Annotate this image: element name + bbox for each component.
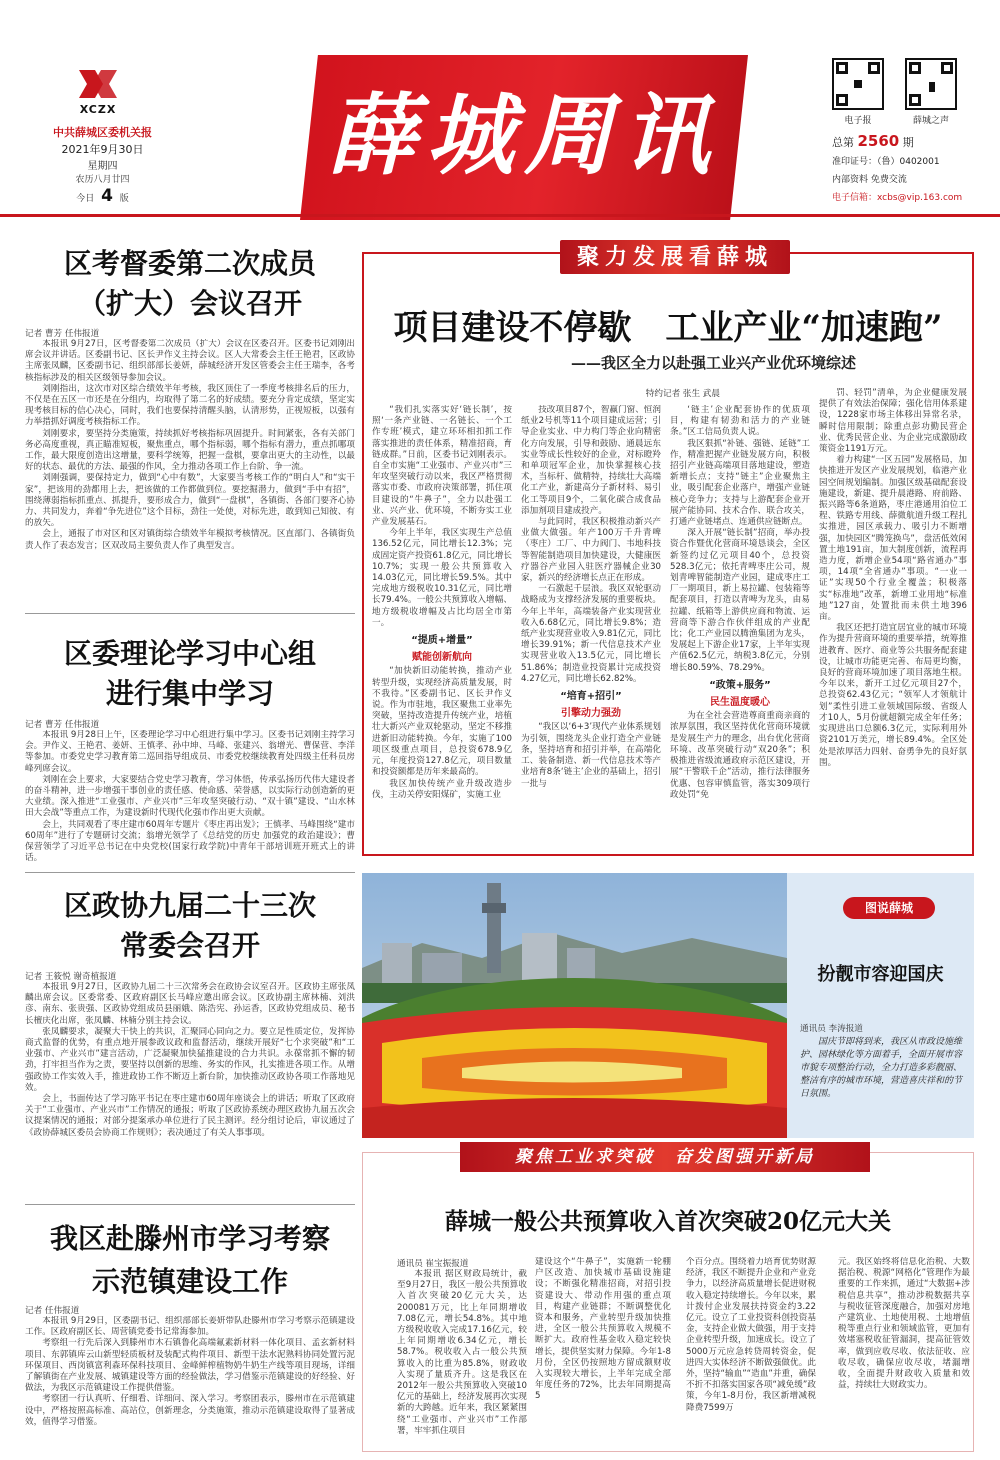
a2-title-line2: 进行集中学习 <box>105 677 274 710</box>
logo-text: XCZX <box>79 103 117 116</box>
issue-number <box>832 132 914 150</box>
a3-para: 会上，书面传达了学习陈平书记在枣庄建市60周年座谈会上的讲话；听取了区政府关于“工业强市、产业兴市”工作情况的通报；听取了区政协系统办理区政协九届五次会议提案情况的通报；对部分提案承办单位进行了民主测评。经分组讨论后，审议通过了《政协薛城区委员会协商工作规则》；表决通过了有关人事事项。 <box>25 1094 355 1138</box>
feature-para: “我们扎实落实好‘链长制’，按照‘一条产业链、一名链长、一个工作专班’模式，建立环环相扣抓工作落实推进的责任体系，精准招商，育链成群。”日前，区委书记刘刚表示。自全市实施“工业强市、产业兴市”三年攻坚突破行动以来，我区严格贯彻落实市委、市政府决策部署，抓住项目建设的“牛鼻子”，全力以赴强工业、兴产业、优环境，不断夯实工业产业发展基石。 <box>372 405 512 528</box>
photo-caption: 国庆节即将到来，我区从市政设施维护、园林绿化等方面着手，全面开展市容市貌专项整治行动，全力打造多彩靓丽、整洁有序的城市环境，营造喜庆祥和的节日氛围。 <box>800 1037 963 1099</box>
feature-para: ‘链主’企业配套协作的优质项目，构建有韧劲和活力的产业链条。”区工信局负责人说。 <box>670 405 810 438</box>
newspaper-title: 薛城周讯 <box>327 83 720 187</box>
a1-title-line1: 区考督委第二次成员 <box>63 247 316 280</box>
divider <box>25 1204 355 1205</box>
issue-prefix: 总第 <box>832 136 854 149</box>
a1-para: 本报讯 9月27日，区考督委第二次成员（扩大）会议在区委召开。区委书记刘刚出席会议并讲话。区委副书记、区长尹作义主持会议。区人大常委会主任王艳君，区政协主席张凤麟，区委副书记、组织部部长姜妍，薛城经济开发区管委会主任王瑞李，各考核指标涉及的相关区级领导参加会议。 <box>25 339 355 383</box>
feature-para: 我区还把打造宜居宜业的城市环境作为提升营商环境的重要举措，统筹推进教育、医疗、商业等公共服务配套建设，让城市功能更完善、布局更均衡，良好的营商环境加速了项目落地生根。今年以来，新开工过亿元项目27个，总投资62.43亿元；“领军人才领航计划”柔性引进工业领域国际级、省级人才10人，5月份就超额完成全年任务；实现进出口总额6.3亿元，实际利用外资2101万美元，增长89.4%。全区处处是浓厚活力四射、奋勇争先的良好氛围。 <box>819 623 967 768</box>
logo-icon <box>75 66 121 102</box>
feature-subhead: “培育+招引” <box>560 691 622 703</box>
divider <box>25 872 355 873</box>
feature-subhead-2: 赋能创新航向 <box>412 652 472 664</box>
feature-subhead-2: 引擎动力强劲 <box>561 708 621 720</box>
feature-para: 深入开展“链长制”招商，举办投资合作暨优化营商环境恳谈会，全区新签约过亿元项目40个，总投资528.3亿元；依托青啤枣庄公司，规划青啤智能制造产业园，建成枣庄工厂一期项目，新上易拉罐、包装箱等配套项目，打造以青啤为龙头，由易拉罐、纸箱等上游供应商和物流、运营商等下游合作伙伴组成的产业配比；化工产业园以腾渔集团为龙头，发展起上下游企业17家，上半年实现产值62.5亿元，纳税3.8亿元，分别增长80.59%、78.29%。 <box>670 528 810 673</box>
budget-col-3: 个百分点。围绕着力培育优势财源经济，我区不断提升企业和产业竞争力，以经济高质量增长促进财税收入稳定持续增长。今年以来，累计拨付企业发展扶持资金约3.22亿元。设立了工业投资科创投资基金，支持企业做大做强，用于支持企业转型升级，加速成长。设立了5000万元应急转贷周转资金，促进四大实体经济不断做强做优。此外，坚持“输血”“造血”并重，确保不折不扣落实国家各项“减免缓”政策，今年1-8月份，我区新增减税降费7599万 <box>686 1257 816 1413</box>
page-count <box>40 186 165 206</box>
feature-para: 与此同时，我区积极推动新兴产业做大做强。年产100万千升青啤（枣庄）工厂、中力阀门、韦地科技等智能制造项目加快建设，大健康医疗器谷产业园入驻医疗器械企业30家，新兴的经济增长点正在形成。 <box>521 517 661 584</box>
feature-para: 着力构建“一区五园”发展格局，加快推进开发区产业发展规划，临港产业园空间规划编制。加强区级基础配套设施建设，新建、提升晨港路、府前路、振兴路等6条道路，枣庄港通用泊位工程、铁路专用线、薛微航道升级工程扎实推进，园区承载力、吸引力不断增强，加快园区“腾笼换鸟”，盘活低效闲置土地191亩，加大制度创新，流程再造力度，新增企业54项“路省通办”事项，14项“全省通办”事项。“一业一证”实现50个行业全覆盖；积极落实“标准地”改革，新增工业用地“标准地”127亩，处置批而未供土地396亩。 <box>819 455 967 623</box>
qr1-label: 电子报 <box>844 116 872 126</box>
a1-para: 刘刚强调，要保持定力，做到“心中有数”，大家要当考核工作的“明白人”和“实干家”，把该用的劲都用上去，把该做的工作都做到位。要挖掘潜力，做到“手中有招”，围绕薄弱指标抓重点、抓提升，要形成合力，做到“一盘棋”，各镇街、各部门要齐心协力、共同发力，奔着“争先进位”这个目标，劲往一处使，对标先进，敢到知己知彼、有的放矢。 <box>25 473 355 529</box>
pages-count: 4 <box>101 186 113 206</box>
budget-byline: 通讯员 崔宝振报道 <box>397 1259 469 1269</box>
masthead <box>0 0 1000 220</box>
issue-value: 2560 <box>857 132 900 150</box>
qr-code-epaper[interactable] <box>832 58 884 110</box>
divider <box>25 613 355 614</box>
print-permit: 准印证号：（鲁）0402001 <box>832 157 940 167</box>
flower-photo <box>362 873 787 1138</box>
lunar-date: 农历八月廿四 <box>75 175 130 185</box>
a3-title-line2: 常委会召开 <box>119 929 260 962</box>
feature-col-1 <box>372 405 512 850</box>
feature-subtitle: ——我区全力以赴强工业兴产业优环境综述 <box>570 354 856 372</box>
issue-date: 2021年9月30日 <box>61 143 144 156</box>
sponsor-line: 中共薛城区委机关报 <box>53 126 152 139</box>
photo-byline: 通讯员 李涛报道 <box>800 1024 863 1034</box>
qr-code-voice[interactable] <box>905 58 957 110</box>
a4-para: 考察团一行认真听、仔细看、详细问、深入学习。考察团表示，滕州市在示范镇建设中，严格按照高标准、高站位，创新理念，分类施策，推动示范镇建设取得了显著成效，值得学习借鉴。 <box>25 1394 355 1427</box>
feature-subhead: “政策+服务” <box>709 679 771 691</box>
feature-col-2 <box>521 405 661 850</box>
a2-byline: 记者 曹芳 任伟报道 <box>25 720 100 730</box>
a1-title-line2: （扩大）会议召开 <box>77 287 302 320</box>
a1-para: 会上，通报了市对区和区对镇街综合绩效半年模拟考核情况。区直部门、各镇街负责人作了表态发言；区双改局主要负责人作了典型发言。 <box>25 529 355 551</box>
pages-prefix: 今日 <box>76 194 95 204</box>
a3-para: 本报讯 9月27日，区政协九届二十三次常务会在政协会议室召开。区政协主席张凤麟出席会议。区委常委、区政府副区长马峰应邀出席会议。区政协副主席林楠、刘洪彦、南东、张贵强、区政协党组成员县丽娥、陈浩宪、孙运香，区政协党组成员、秘书长檀庆化出席，张凤麟、林楠分别主持会议。 <box>25 982 355 1026</box>
photo-tag: 图说薛城 <box>843 897 935 919</box>
feature-para: 今年上半年，我区实现生产总值136.52亿元，同比增长12.3%；完成固定资产投资61.8亿元，同比增长10.7%；实现一般公共预算收入14.03亿元，同比增长59.5%。其中完成地方级税收10.31亿元，同比增长79.4%。一般公共预算收入增幅、地方级税收增幅及占比均居全市第一。 <box>372 528 512 628</box>
qr2-label: 薛城之声 <box>912 116 949 126</box>
a3-title-line1: 区政协九届二十三次 <box>63 889 316 922</box>
a1-byline: 记者 曹芳 任伟报道 <box>25 329 100 339</box>
a1-para: 刘刚指出，这次市对区综合绩效半年考核，我区顶住了一季度考核排名后的压力，不仅是在五区一市还是在分组内，均取得了第二名的好成绩。要充分肯定成绩，坚定实现考核目标的信心决心，同时，我们也要保持清醒头脑，认清形势，正视短板，以强有力举措抓好调度考核指标工作。 <box>25 383 355 428</box>
a4-body <box>25 1316 355 1456</box>
feature-byline: 特约记者 张生 武晨 <box>645 389 720 399</box>
feature-banner: 聚力发展看薛城 <box>560 240 790 274</box>
budget-banner: 聚焦工业求突破 奋发图强开新局 <box>460 1142 870 1172</box>
internal-note: 内部资料 免费交流 <box>832 175 907 185</box>
a1-body <box>25 339 355 607</box>
a2-para: 本报讯 9月28日上午，区委理论学习中心组进行集中学习。区委书记刘刚主持学习会。尹作义、王艳君、姜妍、王慎孝、孙中坤、马峰、张建兴、翁增光、曹保营、李洋等参加。市委党史学习教育第二巡回指导组成员、市委党校继续教育处四级主任科员房峰列席会议。 <box>25 730 355 774</box>
a1-para: 刘刚要求，要坚持分类施策，持续抓好考核指标巩固提升。时间紧张，各有关部门务必高度重视，真正瞄准短板，聚焦重点，哪个指标弱，哪个指标有潜力，重点抓哪项工作，最大限度创造出这增量，要科学统筹，把握一盘棋，要拿出更大的主动性，以最好的状态、最优的方法、最强的作风，全力推动各项工作上台阶、争一流。 <box>25 428 355 473</box>
feature-col-4 <box>819 388 967 850</box>
feature-col-3 <box>670 405 810 850</box>
budget-col-4: 元。我区始终将信息化治税、大数据治税、税源“网格化”管理作为最重要的工作来抓，通过“大数据+涉税信息共享”，推动涉税数据共享与税收征管深度融合，加强对房地产建筑业、土地使用税、土地增值税等重点行业和领域监管，更加有效堵塞税收征管漏洞，提高征管效率，做到应收尽收、依法征收、应收尽收，确保应收尽收，堵漏增收，全面提升财政收入质量和效益，持续壮大财政实力。 <box>838 1257 970 1391</box>
feature-subhead: “提质+增量” <box>411 635 473 647</box>
a4-para: 考察组一行先后深入到滕州市木石镇鲁化高端氟素新材料一体化项目、孟玄新材料项目、东郭镇库云山新型轻质板材及装配式构件项目、新型干法水泥熟料协同处置污泥环保项目、西岗镇富利森环保科技项目、金峰鲜榨植物奶牛奶生产线等项目现场，详细了解镇街在产业发展、城镇建设等方面的经验做法，学习借鉴示范镇建设的好经验、好做法，为我区示范镇建设工作提供借鉴。 <box>25 1338 355 1394</box>
email-label: 电子信箱： <box>832 193 878 203</box>
feature-para: “加快新旧动能转换，推动产业转型升级，实现经济高质量发展，时不我待。”区委副书记、区长尹作义说。作为市驻地，我区聚焦工业率先突破，坚持改造提升传统产业，培植壮大新兴产业双轮驱动，坚定不移推进新旧动能转换。今年，实施了100项区级重点项目，总投资678.9亿元，年度投资127.8亿元，项目数量和投资额都是历年来最高的。 <box>372 666 512 778</box>
a4-title-line1: 我区赴滕州市学习考察 <box>49 1222 330 1255</box>
feature-para: 为在全社会营造尊商重商亲商的浓厚氛围，我区坚持优化营商环境就是发展生产力的理念，出台优化营商环境、改革突破行动“双20条”；积极推进省级流通政府示范区建设，开展“干警联千企”活动，推行法律服务优惠、包容审慎监管，落实309项行政处罚“免 <box>670 711 810 800</box>
a2-para: 会上，共同观看了枣庄建市60周年专题片《枣庄再出发》；王慎孝、马峰围绕“建市60周年”进行了专题研讨交流；翁增光领学了《总结党的历史 加强党的政治建设》；曹保营领学了习近平总书记在中央党校(国家行政学院)中青年干部培训班开班式上的讲话。 <box>25 819 355 864</box>
a4-byline: 记者 任伟报道 <box>25 1306 80 1316</box>
a4-title-line2: 示范镇建设工作 <box>91 1265 288 1298</box>
photo-title: 扮靓市容迎国庆 <box>817 964 944 985</box>
a3-body <box>25 982 355 1197</box>
budget-title: 薛城一般公共预算收入首次突破20亿元大关 <box>444 1208 891 1235</box>
feature-para: 技改项目87个，智赢门窗、恒润纸业2号机等11个项目建成运营；引导企业实业、中力构门等企业向精密化方向发展，引导和鼓励、通晨远东实业等成长性较好的企业，对标瞪羚和单项冠军企业，加快掌握核心技术，当标杆、做精特，持续壮大高端化工产业，新建高分子新材料、易引化工等项目9个，二氧化碳合成食品添加剂项目建成投产。 <box>521 405 661 516</box>
feature-para: 一石激起千层浪。我区双轮驱动战略成为支撑经济发展的重要板块。今年上半年，高端装备产业实现营业收入6.68亿元，同比增长9.8%；造纸产业实现营业收入9.81亿元，同比增长39.91%；新一代信息技术产业实现营业收入13.5亿元，同比增长51.86%；制造业投资累计完成投资4.27亿元，同比增长62.82%。 <box>521 584 661 684</box>
feature-para: “我区以‘6+3’现代产业体系规划为引领，围绕龙头企业打造全产业链条，坚持培育和招引并举，在高端化工、装备制造、新一代信息技术等产业培育8条‘链主’企业的基础上，招引一批与 <box>521 722 661 789</box>
pages-suffix: 版 <box>119 194 129 204</box>
a3-para: 张凤麟要求，凝聚大干快上的共识，汇聚同心同向之力。要立足性质定位，发挥协商式监督的优势，有重点地开展参政议政和监督活动，继续开展好“七个求突破”和“工业强市、产业兴市”建言活动，广泛凝聚加快猛推建设的合力共识。永葆常抓不懈的韧劲，打牢担当作为之责，要坚持以创新的思维、务实的作风，扎实推进各项工作。从增强政协工作实效入手，推进政协工作不断迈上新台阶，加快推动区政协各项工作落地见效。 <box>25 1026 355 1093</box>
masthead-rule <box>0 214 1000 217</box>
left-column <box>25 222 355 1457</box>
a4-para: 本报讯 9月29日，区委副书记、组织部部长姜妍带队赴滕州市学习考察示范镇建设工作。区政府副区长、周营镇党委书记常海参加。 <box>25 1316 355 1338</box>
feature-para: 我区加快传统产业升级改造步伐，主动关停安阳煤矿，实施工业 <box>372 778 512 800</box>
budget-col-1: 本报讯 据区财政局统计，截至9月27日，我区一般公共预算收入首次突破20亿元大关，达200081万元，比上年同期增收7.08亿元，增长54.8%。其中地方级税收收入完成17.16亿元，较上年同期增收6.34亿元，增长58.7%。税收收入占一般公共预算收入的比重为85.8%，财政收入实现了量质齐升。这是我区在2012年一般公共预算收入突破10亿元的基础上，经济发展再次实现新的大跨越。近年来，我区紧紧围绕“工业强市、产业兴市”工作部署，牢牢抓住项目 <box>397 1269 527 1436</box>
budget-col-2: 建设这个“牛鼻子”，实施新一轮棚户区改造、加快城市基础设施建设；不断强化精准招商，对招引投资建设大、带动作用强的重点项目，构建产业链群；不断调整优化资本和服务，产业转型升级加快推进，全区一般公共预算收入规模不断扩大。政府性基金收入稳定较快增长，提供坚实财力保障。今年1-8月份，全区仍按照地方留成额财收入实现较大增长，上半年完成全部年度任务的72%，比去年同期提高5 <box>535 1257 671 1402</box>
a2-title-line1: 区委理论学习中心组 <box>63 637 316 670</box>
a2-para: 刘刚在会上要求，大家要结合党史学习教育，学习体悟，传承弘扬历代伟大建设者的奋斗精神，进一步增强干事创业的责任感、使命感、荣誉感，以实际行动创造新的更大业绩。深入推进“工业强市、产业兴市”三年攻坚突破行动、“双十镇”建设、“山水林田大会战”等重点工作，为建设新时代现代化强市作出更大贡献。 <box>25 774 355 819</box>
weekday: 星期四 <box>87 161 118 172</box>
email-address[interactable]: xcbs@vip.163.com <box>877 193 963 203</box>
issue-suffix: 期 <box>902 136 914 149</box>
a3-byline: 记者 王筱悦 谢奇植报道 <box>25 972 117 982</box>
feature-title: 项目建设不停歇 工业产业“加速跑” <box>393 308 943 348</box>
email-line <box>832 190 962 203</box>
feature-subhead-2: 民生温度暖心 <box>710 697 770 709</box>
feature-para: 我区狠抓“补链、强链、延链”工作，精准把握产业链发展方向，积极招引产业链高端项目落地建设，塑造新增长点；支持“链主”企业聚焦主业，吸引配套企业落户，增强产业链核心竞争力；支持与上游配套企业开展产能协同、技术合作、联合攻关，打通产业链堵点、连通供应链断点。 <box>670 438 810 528</box>
a2-body <box>25 730 355 866</box>
feature-para: 罚、轻罚”清单，为企业健康发展提供了有效法治保障；强化信用体系建设，1228家市场主体移出异常名录，瞬时信用限制；除重点彭功勤民营企业、优秀民营企业、为企业完成激励政策资金1191万元。 <box>819 388 967 455</box>
